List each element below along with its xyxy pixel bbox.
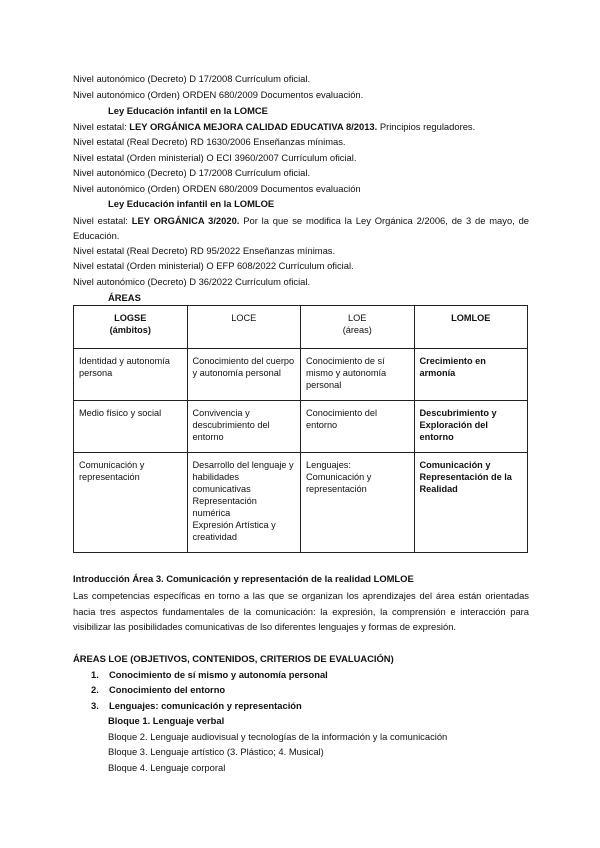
text-prefix: Nivel estatal: [73, 215, 132, 226]
table-row [74, 453, 528, 553]
text-line: Nivel autonómico (Decreto) D 36/2022 Currículum oficial. [73, 276, 311, 287]
table-cell: Conocimiento de sí mismo y autonomía personal [301, 349, 415, 401]
header-loe: LOE (áreas) [301, 306, 415, 349]
table-cell: Conocimiento del entorno [301, 401, 415, 453]
bloque-item: Bloque 1. Lenguaje verbal [108, 715, 225, 726]
text-suffix: Principios reguladores. [377, 121, 476, 132]
areas-table [73, 305, 528, 553]
section-heading-lomce: Ley Educación infantil en la LOMCE [108, 105, 268, 116]
header-lomloe: LOMLOE [414, 306, 528, 349]
text-line [73, 121, 475, 133]
law-name: LEY ORGÁNICA MEJORA CALIDAD EDUCATIVA 8/2013. [129, 121, 378, 132]
table-cell: Comunicación y representación [74, 453, 188, 553]
text-line: Nivel autonómico (Orden) ORDEN 680/2009 Documentos evaluación. [73, 89, 364, 100]
table-cell: Conocimiento del cuerpo y autonomía personal [187, 349, 301, 401]
text-line [73, 213, 529, 243]
intro-heading-title: 3. Comunicación y representación de la realidad LOMLOE [155, 573, 414, 584]
table-cell: Desarrollo del lenguaje y habilidades comunicativas Representación numérica Expresión Artística y creatividad [187, 453, 301, 553]
section-heading-lomloe: Ley Educación infantil en la LOMLOE [108, 198, 275, 209]
table-cell: Convivencia y descubrimiento del entorno [187, 401, 301, 453]
text-line: Nivel estatal (Orden ministerial) O EFP 608/2022 Currículum oficial. [73, 260, 354, 271]
text-line: Nivel estatal (Orden ministerial) O ECI 3960/2007 Currículum oficial. [73, 152, 357, 163]
table-cell: Comunicación y Representación de la Realidad [414, 453, 528, 553]
text-line: Nivel autonómico (Decreto) D 17/2008 Currículum oficial. [73, 73, 311, 84]
table-cell: Descubrimiento y Exploración del entorno [414, 401, 528, 453]
table-cell: Medio físico y social [74, 401, 188, 453]
intro-heading-prefix: Introducción Área [73, 573, 156, 584]
table-header-row [74, 306, 528, 349]
table-cell: Identidad y autonomía persona [74, 349, 188, 401]
bloque-item: Bloque 2. Lenguaje audiovisual y tecnologías de la información y la comunicación [108, 731, 448, 742]
list-item: 2. Conocimiento del entorno [91, 684, 226, 695]
text-line: Nivel autonómico (Decreto) D 17/2008 Currículum oficial. [73, 167, 311, 178]
text-line: Nivel estatal (Real Decreto) RD 1630/2006 Enseñanzas mínimas. [73, 136, 346, 147]
table-row [74, 349, 528, 401]
areas-loe-heading: ÁREAS LOE (OBJETIVOS, CONTENIDOS, CRITERIOS DE EVALUACIÓN) [73, 653, 394, 664]
text-line: Nivel estatal (Real Decreto) RD 95/2022 Enseñanzas mínimas. [73, 245, 336, 256]
header-logse: LOGSE (ámbitos) [74, 306, 188, 349]
table-cell: Crecimiento en armonía [414, 349, 528, 401]
text-prefix: Nivel estatal: [73, 121, 130, 132]
text-suffix: Por la que se modifica la Ley Orgánica 2/2006, de 3 de mayo, de Educación. [73, 215, 530, 241]
table-row [74, 401, 528, 453]
table-cell: Lenguajes: Comunicación y representación [301, 453, 415, 553]
bloque-item: Bloque 4. Lenguaje corporal [108, 762, 226, 773]
intro-heading [73, 573, 414, 585]
list-item: 1. Conocimiento de sí mismo y autonomía personal [91, 669, 328, 680]
header-loce: LOCE [187, 306, 301, 349]
bloque-item: Bloque 3. Lenguaje artístico (3. Plástico; 4. Musical) [108, 746, 324, 757]
law-name: LEY ORGÁNICA 3/2020. [131, 215, 240, 226]
text-line: Nivel autonómico (Orden) ORDEN 680/2009 Documentos evaluación [73, 183, 361, 194]
list-item: 3. Lenguajes: comunicación y representación [91, 700, 302, 711]
areas-heading: ÁREAS [108, 292, 141, 303]
intro-paragraph: Las competencias específicas en torno a las que se organizan los aprendizajes del área están orientadas hacia tres aspectos fundamentales de la comunicación: la expresión, la comprensión e interacción para visibilizar las posibilidades comunicativas de lso diferentes lenguajes y formas de expresión. [73, 590, 529, 632]
